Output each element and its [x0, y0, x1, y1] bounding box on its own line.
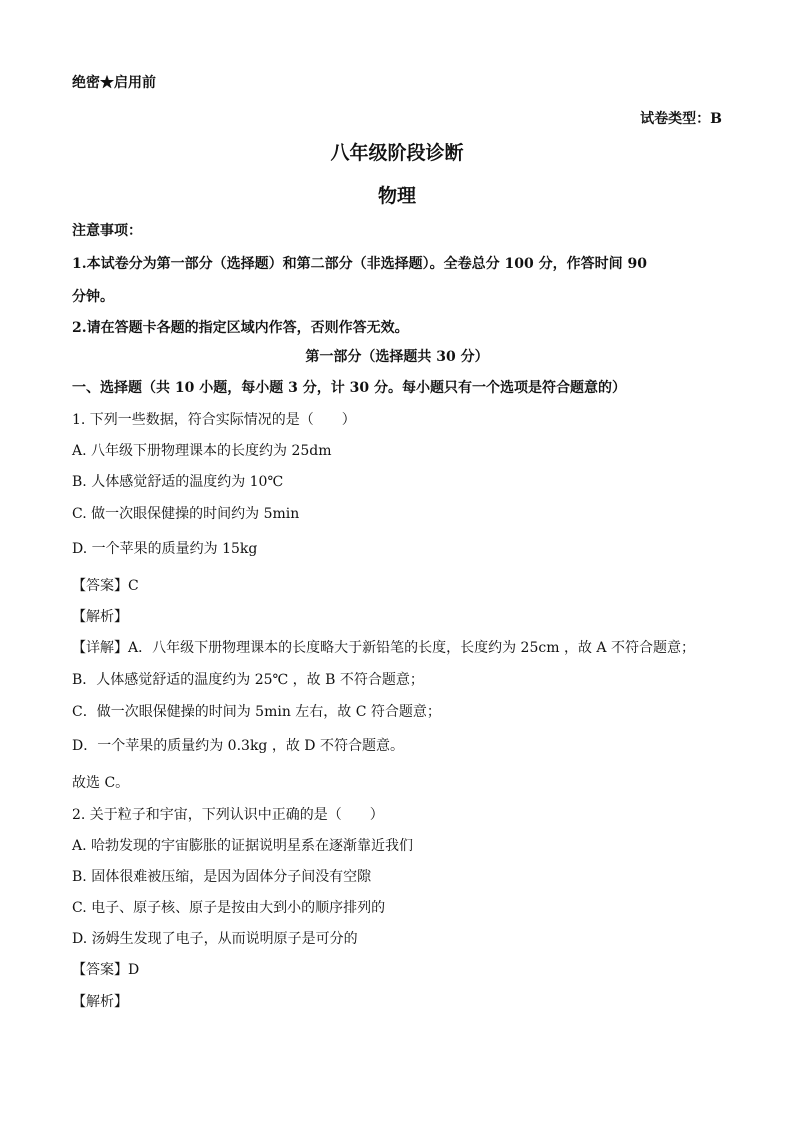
q1-detail-d: D．一个苹果的质量约为 0.3kg ，故 D 不符合题意。 — [72, 738, 404, 754]
note-1-line-2: 分钟。 — [72, 289, 114, 305]
secret-label: 绝密★启用前 — [72, 75, 156, 91]
q2-stem: 2. 关于粒子和宇宙，下列认识中正确的是（ ） — [72, 807, 384, 823]
q2-option-a: A. 哈勃发现的宇宙膨胀的证据说明星系在逐渐靠近我们 — [72, 838, 414, 854]
q2-analysis: 【解析】 — [72, 994, 128, 1010]
q1-option-b: B. 人体感觉舒适的温度约为 10℃ — [72, 474, 284, 490]
q1-detail-c: C．做一次眼保健操的时间为 5min 左右，故 C 符合题意； — [72, 704, 441, 720]
q1-option-c: C. 做一次眼保健操的时间约为 5min — [72, 506, 300, 522]
part-1-heading: 第一部分（选择题共 30 分） — [305, 349, 489, 365]
paper-type: 试卷类型：B — [640, 111, 722, 127]
q1-conclusion: 故选 C。 — [72, 775, 130, 791]
q2-option-c: C. 电子、原子核、原子是按由大到小的顺序排列的 — [72, 900, 386, 916]
q2-option-d: D. 汤姆生发现了电子，从而说明原子是可分的 — [72, 931, 358, 947]
q2-option-b: B. 固体很难被压缩，是因为固体分子间没有空隙 — [72, 869, 372, 885]
q1-answer: 【答案】C — [72, 578, 139, 594]
page-title: 八年级阶段诊断 — [330, 142, 464, 164]
section-heading: 一、选择题（共 10 小题，每小题 3 分，计 30 分。每小题只有一个选项是符合题意的） — [72, 380, 626, 396]
note-2: 2.请在答题卡各题的指定区域内作答，否则作答无效。 — [72, 320, 409, 336]
notes-heading: 注意事项： — [72, 223, 142, 239]
note-1-line-1: 1.本试卷分为第一部分（选择题）和第二部分（非选择题）。全卷总分 100 分，作答时间 90 — [72, 256, 647, 272]
q1-option-a: A. 八年级下册物理课本的长度约为 25dm — [72, 443, 332, 459]
q1-detail-a: 【详解】A．八年级下册物理课本的长度略大于新铅笔的长度，长度约为 25cm ，故 A 不符合题意； — [72, 640, 695, 656]
q1-option-d: D. 一个苹果的质量约为 15kg — [72, 541, 258, 557]
q1-detail-b: B．人体感觉舒适的温度约为 25℃ ，故 B 不符合题意； — [72, 672, 424, 688]
q2-answer: 【答案】D — [72, 962, 140, 978]
subject-title: 物理 — [377, 185, 416, 207]
q1-analysis: 【解析】 — [72, 609, 128, 625]
q1-stem: 1. 下列一些数据，符合实际情况的是（ ） — [72, 412, 356, 428]
